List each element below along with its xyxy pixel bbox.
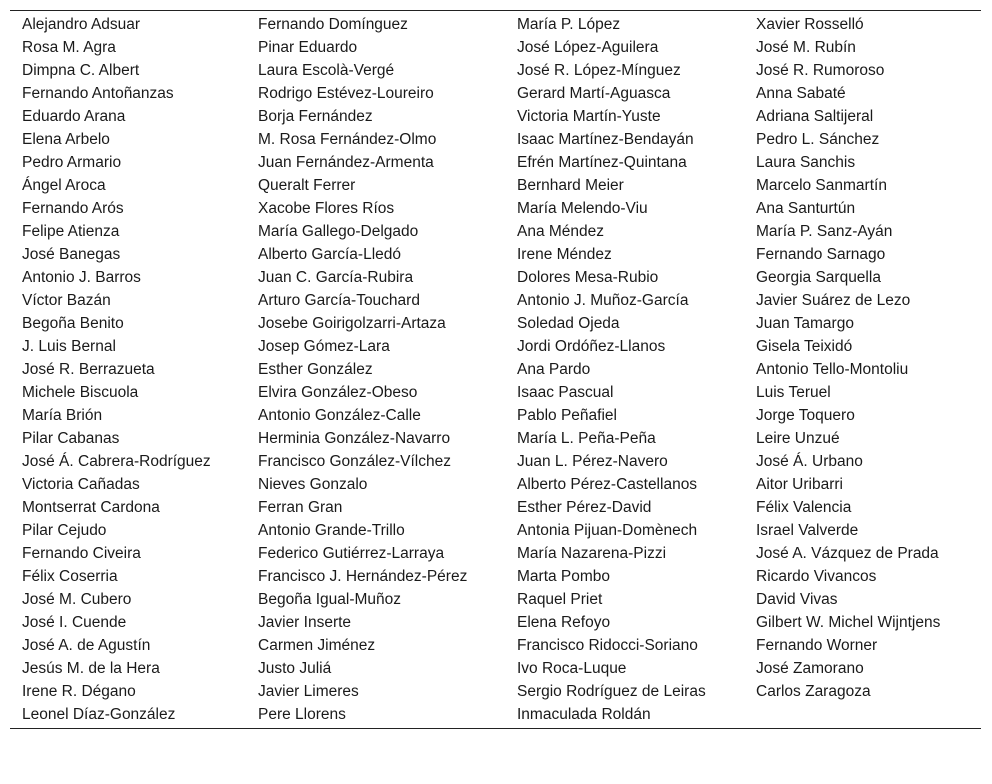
name-cell: Xacobe Flores Ríos xyxy=(258,200,395,217)
table-row xyxy=(10,59,981,82)
name-cell: Anna Sabaté xyxy=(756,85,846,102)
name-cell: Fernando Domínguez xyxy=(258,16,408,33)
name-cell: Esther Pérez-David xyxy=(517,499,652,516)
name-cell: María L. Peña-Peña xyxy=(517,430,656,447)
table-row xyxy=(10,588,981,611)
name-cell: María P. Sanz-Ayán xyxy=(756,223,893,240)
name-cell: Ferran Gran xyxy=(258,499,343,516)
name-cell: Antonio J. Muñoz-García xyxy=(517,292,689,309)
name-cell: Esther González xyxy=(258,361,373,378)
name-cell: Pere Llorens xyxy=(258,706,346,723)
table-row xyxy=(10,151,981,174)
name-cell: Montserrat Cardona xyxy=(22,499,160,516)
name-cell: Ricardo Vivancos xyxy=(756,568,877,585)
name-cell: Antonio González-Calle xyxy=(258,407,421,424)
name-cell: Arturo García-Touchard xyxy=(258,292,420,309)
name-cell: Pedro Armario xyxy=(22,154,122,171)
name-cell: Carmen Jiménez xyxy=(258,637,376,654)
name-cell: Josebe Goirigolzarri-Artaza xyxy=(258,315,446,332)
reviewers-name-table xyxy=(10,10,981,729)
name-cell: Sergio Rodríguez de Leiras xyxy=(517,683,706,700)
name-cell: Fernando Sarnago xyxy=(756,246,886,263)
name-cell: Elena Refoyo xyxy=(517,614,611,631)
name-cell: Leonel Díaz-González xyxy=(22,706,176,723)
table-row xyxy=(10,496,981,519)
name-cell: Javier Suárez de Lezo xyxy=(756,292,911,309)
name-cell: Begoña Igual-Muñoz xyxy=(258,591,402,608)
table-row xyxy=(10,266,981,289)
name-cell: Francisco Ridocci-Soriano xyxy=(517,637,698,654)
table-row xyxy=(10,220,981,243)
name-cell: Laura Escolà-Vergé xyxy=(258,62,395,79)
name-cell: Francisco González-Vílchez xyxy=(258,453,451,470)
name-cell: Soledad Ojeda xyxy=(517,315,620,332)
table-row xyxy=(10,197,981,220)
name-cell: Herminia González-Navarro xyxy=(258,430,451,447)
table-row xyxy=(10,565,981,588)
name-cell: María Gallego-Delgado xyxy=(258,223,419,240)
name-cell: Gilbert W. Michel Wijntjens xyxy=(756,614,941,631)
name-cell: José Á. Urbano xyxy=(756,453,863,470)
name-cell: José Banegas xyxy=(22,246,121,263)
name-cell: Isaac Martínez-Bendayán xyxy=(517,131,694,148)
name-cell: Juan Fernández-Armenta xyxy=(258,154,434,171)
name-cell: Pilar Cabanas xyxy=(22,430,120,447)
name-cell: Federico Gutiérrez-Larraya xyxy=(258,545,445,562)
name-cell: Luis Teruel xyxy=(756,384,831,401)
name-cell: Jordi Ordóñez-Llanos xyxy=(517,338,666,355)
name-cell: Victoria Cañadas xyxy=(22,476,140,493)
name-cell: José R. Berrazueta xyxy=(22,361,155,378)
name-cell: Pilar Cejudo xyxy=(22,522,107,539)
name-cell: Jorge Toquero xyxy=(756,407,855,424)
name-cell: Marta Pombo xyxy=(517,568,611,585)
name-cell: Fernando Arós xyxy=(22,200,124,217)
name-cell: José A. de Agustín xyxy=(22,637,151,654)
table-row xyxy=(10,611,981,634)
name-cell: Antonio J. Barros xyxy=(22,269,141,286)
name-cell: Juan Tamargo xyxy=(756,315,854,332)
name-cell: Félix Valencia xyxy=(756,499,852,516)
table-row xyxy=(10,11,981,37)
table-row xyxy=(10,703,981,729)
name-cell: Alejandro Adsuar xyxy=(22,16,141,33)
name-cell: María P. López xyxy=(517,16,621,33)
table-row xyxy=(10,404,981,427)
name-cell: Pedro L. Sánchez xyxy=(756,131,880,148)
name-cell: Pinar Eduardo xyxy=(258,39,358,56)
name-cell: Javier Inserte xyxy=(258,614,352,631)
table-row xyxy=(10,335,981,358)
name-cell: Michele Biscuola xyxy=(22,384,139,401)
name-cell: Ana Méndez xyxy=(517,223,605,240)
name-cell: José M. Cubero xyxy=(22,591,132,608)
name-cell: Antonio Tello-Montoliu xyxy=(756,361,909,378)
name-cell: José Zamorano xyxy=(756,660,864,677)
table-row xyxy=(10,427,981,450)
name-cell: José López-Aguilera xyxy=(517,39,659,56)
name-cell: Borja Fernández xyxy=(258,108,373,125)
name-cell: Gerard Martí-Aguasca xyxy=(517,85,671,102)
name-cell: María Brión xyxy=(22,407,103,424)
name-cell: Fernando Worner xyxy=(756,637,878,654)
name-cell: Irene R. Dégano xyxy=(22,683,136,700)
name-cell: Fernando Civeira xyxy=(22,545,141,562)
name-cell: M. Rosa Fernández-Olmo xyxy=(258,131,437,148)
name-cell: Justo Juliá xyxy=(258,660,332,677)
name-cell: Georgia Sarquella xyxy=(756,269,881,286)
name-cell: Laura Sanchis xyxy=(756,154,856,171)
table-row xyxy=(10,289,981,312)
name-cell: Jesús M. de la Hera xyxy=(22,660,160,677)
name-cell: Victoria Martín-Yuste xyxy=(517,108,661,125)
name-cell: Eduardo Arana xyxy=(22,108,126,125)
name-cell: José R. López-Mínguez xyxy=(517,62,681,79)
name-cell: Inmaculada Roldán xyxy=(517,706,651,723)
name-cell: Raquel Priet xyxy=(517,591,603,608)
name-cell: Dolores Mesa-Rubio xyxy=(517,269,659,286)
table-row xyxy=(10,473,981,496)
name-cell: Marcelo Sanmartín xyxy=(756,177,887,194)
name-cell: Isaac Pascual xyxy=(517,384,614,401)
name-cell: Queralt Ferrer xyxy=(258,177,356,194)
table-row xyxy=(10,542,981,565)
table-row xyxy=(10,519,981,542)
name-cell: Rodrigo Estévez-Loureiro xyxy=(258,85,434,102)
name-cell: Efrén Martínez-Quintana xyxy=(517,154,687,171)
table-row xyxy=(10,243,981,266)
name-cell: Xavier Rosselló xyxy=(756,16,864,33)
name-cell: Aitor Uribarri xyxy=(756,476,843,493)
name-cell: Nieves Gonzalo xyxy=(258,476,368,493)
name-cell: Elvira González-Obeso xyxy=(258,384,418,401)
name-cell: José Á. Cabrera-Rodríguez xyxy=(22,453,211,470)
name-cell: José R. Rumoroso xyxy=(756,62,885,79)
name-cell: Pablo Peñafiel xyxy=(517,407,617,424)
name-cell: Félix Coserria xyxy=(22,568,118,585)
table-row xyxy=(10,36,981,59)
name-cell: Rosa M. Agra xyxy=(22,39,116,56)
name-cell: David Vivas xyxy=(756,591,838,608)
name-cell: José I. Cuende xyxy=(22,614,127,631)
name-cell: Francisco J. Hernández-Pérez xyxy=(258,568,468,585)
name-cell: Antonia Pijuan-Domènech xyxy=(517,522,698,539)
name-cell: Juan C. García-Rubira xyxy=(258,269,414,286)
name-cell: José M. Rubín xyxy=(756,39,856,56)
name-cell: Alberto Pérez-Castellanos xyxy=(517,476,698,493)
name-cell: Leire Unzué xyxy=(756,430,840,447)
table-row xyxy=(10,634,981,657)
name-cell: Josep Gómez-Lara xyxy=(258,338,390,355)
name-cell: Adriana Saltijeral xyxy=(756,108,874,125)
table-row xyxy=(10,105,981,128)
name-cell: Juan L. Pérez-Navero xyxy=(517,453,668,470)
name-cell: Carlos Zaragoza xyxy=(756,683,871,700)
name-cell: Bernhard Meier xyxy=(517,177,624,194)
table-row xyxy=(10,128,981,151)
name-cell xyxy=(744,703,981,729)
name-cell: Víctor Bazán xyxy=(22,292,111,309)
name-cell: María Melendo-Viu xyxy=(517,200,648,217)
name-cell: José A. Vázquez de Prada xyxy=(756,545,939,562)
name-cell: Dimpna C. Albert xyxy=(22,62,140,79)
name-cell: J. Luis Bernal xyxy=(22,338,116,355)
name-cell: Begoña Benito xyxy=(22,315,124,332)
table-row xyxy=(10,312,981,335)
table-row xyxy=(10,657,981,680)
table-row xyxy=(10,450,981,473)
table-row xyxy=(10,358,981,381)
name-cell: Ivo Roca-Luque xyxy=(517,660,627,677)
name-cell: Fernando Antoñanzas xyxy=(22,85,174,102)
name-cell: Ana Pardo xyxy=(517,361,591,378)
name-cell: María Nazarena-Pizzi xyxy=(517,545,667,562)
name-cell: Ángel Aroca xyxy=(22,177,106,194)
name-table-body xyxy=(10,11,981,729)
table-row xyxy=(10,381,981,404)
name-cell: Israel Valverde xyxy=(756,522,859,539)
name-cell: Elena Arbelo xyxy=(22,131,110,148)
name-cell: Irene Méndez xyxy=(517,246,612,263)
table-row xyxy=(10,82,981,105)
table-row xyxy=(10,174,981,197)
name-cell: Alberto García-Lledó xyxy=(258,246,402,263)
name-cell: Gisela Teixidó xyxy=(756,338,853,355)
name-cell: Ana Santurtún xyxy=(756,200,856,217)
name-cell: Javier Limeres xyxy=(258,683,359,700)
table-row xyxy=(10,680,981,703)
name-cell: Antonio Grande-Trillo xyxy=(258,522,405,539)
name-cell: Felipe Atienza xyxy=(22,223,120,240)
